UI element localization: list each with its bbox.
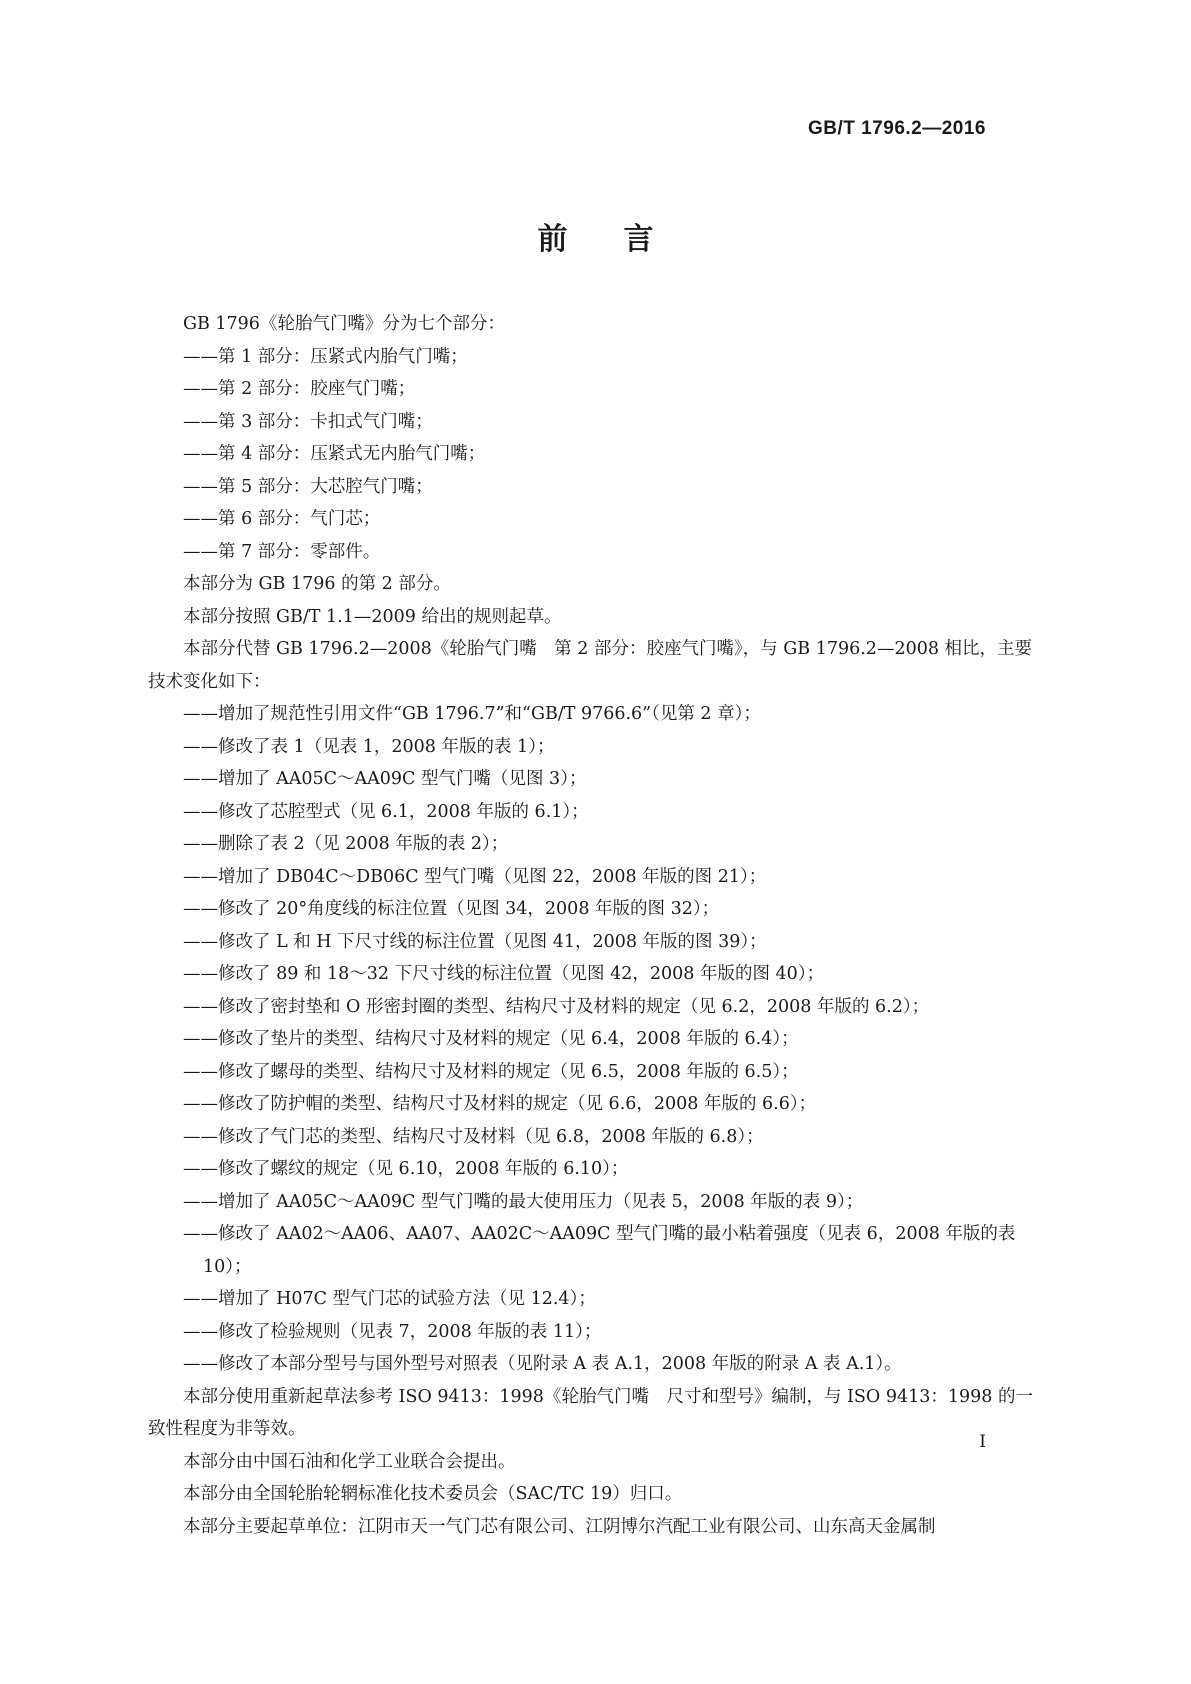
change-item: ——修改了检验规则（见表 7，2008 年版的表 11）； xyxy=(183,1321,602,1342)
part-item: ——第 4 部分：压紧式无内胎气门嘴； xyxy=(183,444,486,464)
change-item: ——修改了 L 和 H 下尺寸线的标注位置（见图 41，2008 年版的图 39）； xyxy=(183,931,767,952)
change-item: ——增加了规范性引用文件“GB 1796.7”和“GB/T 9766.6”（见第 2 章）； xyxy=(183,704,761,724)
change-item: ——修改了气门芯的类型、结构尺寸及材料（见 6.8，2008 年版的 6.8）； xyxy=(183,1126,764,1147)
part-item: ——第 2 部分：胶座气门嘴； xyxy=(183,379,416,399)
change-item: ——修改了芯腔型式（见 6.1，2008 年版的 6.1）； xyxy=(183,801,589,822)
change-item: ——修改了防护帽的类型、结构尺寸及材料的规定（见 6.6，2008 年版的 6.6）； xyxy=(183,1094,817,1114)
part-item: ——第 7 部分：零部件。 xyxy=(183,541,381,562)
part-item: ——第 5 部分：大芯腔气门嘴； xyxy=(183,476,433,497)
change-item: ——修改了密封垫和 O 形密封圈的类型、结构尺寸及材料的规定（见 6.2，2008 年版的 6.2）； xyxy=(183,996,930,1017)
change-item: ——删除了表 2（见 2008 年版的表 2）； xyxy=(183,834,509,854)
part-item: ——第 3 部分：卡扣式气门嘴； xyxy=(183,411,433,432)
change-item: ——修改了本部分型号与国外型号对照表（见附录 A 表 A.1，2008 年版的附录 A 表 A.1）。 xyxy=(183,1354,902,1374)
change-item: ——修改了 AA02～AA06、AA07、AA02C～AA09C 型气门嘴的最小粘着强度（见表 6，2008 年版的表 10）； xyxy=(183,1224,1016,1277)
foreword-body xyxy=(148,308,1040,1543)
change-item: ——增加了 AA05C～AA09C 型气门嘴的最大使用压力（见表 5，2008 年版的表 9）； xyxy=(183,1191,864,1212)
proposed-by-statement: 本部分由中国石油和化学工业联合会提出。 xyxy=(183,1451,516,1472)
iso-statement: 本部分使用重新起草法参考 ISO 9413：1998《轮胎气门嘴 尺寸和型号》编制，与 ISO 9413：1998 的一致性程度为非等效。 xyxy=(148,1386,1033,1439)
part-item: ——第 1 部分：压紧式内胎气门嘴； xyxy=(183,346,468,367)
page-number: Ⅰ xyxy=(979,1432,986,1452)
change-item: ——增加了 AA05C～AA09C 型气门嘴（见图 3）； xyxy=(183,769,587,789)
change-item: ——修改了螺纹的规定（见 6.10，2008 年版的 6.10）； xyxy=(183,1159,629,1179)
change-item: ——修改了表 1（见表 1，2008 年版的表 1）； xyxy=(183,736,555,757)
change-item: ——修改了垫片的类型、结构尺寸及材料的规定（见 6.4，2008 年版的 6.4）； xyxy=(183,1029,799,1049)
drafters-statement: 本部分主要起草单位：江阴市天一气门芯有限公司、江阴博尔汽配工业有限公司、山东高天金属制 xyxy=(183,1516,936,1537)
page-title: 前言 xyxy=(537,222,710,257)
change-item: ——修改了 20°角度线的标注位置（见图 34，2008 年版的图 32）； xyxy=(183,899,720,919)
intro-paragraph: GB 1796《轮胎气门嘴》分为七个部分： xyxy=(183,314,505,334)
part-item: ——第 6 部分：气门芯； xyxy=(183,509,381,529)
drafting-statement: 本部分按照 GB/T 1.1—2009 给出的规则起草。 xyxy=(183,606,562,627)
change-item: ——增加了 DB04C～DB06C 型气门嘴（见图 22，2008 年版的图 21）； xyxy=(183,866,767,887)
change-item: ——修改了螺母的类型、结构尺寸及材料的规定（见 6.5，2008 年版的 6.5）； xyxy=(183,1061,799,1082)
replacement-statement: 本部分代替 GB 1796.2—2008《轮胎气门嘴 第 2 部分：胶座气门嘴》，与 GB 1796.2—2008 相比，主要技术变化如下： xyxy=(148,639,1033,692)
centralized-by-statement: 本部分由全国轮胎轮辋标准化技术委员会（SAC/TC 19）归口。 xyxy=(183,1484,683,1504)
change-item: ——增加了 H07C 型气门芯的试验方法（见 12.4）； xyxy=(183,1289,596,1309)
standard-number: GB/T 1796.2—2016 xyxy=(807,118,986,139)
change-item: ——修改了 89 和 18～32 下尺寸线的标注位置（见图 42，2008 年版的图 40）； xyxy=(183,964,825,984)
part-statement: 本部分为 GB 1796 的第 2 部分。 xyxy=(183,574,451,594)
